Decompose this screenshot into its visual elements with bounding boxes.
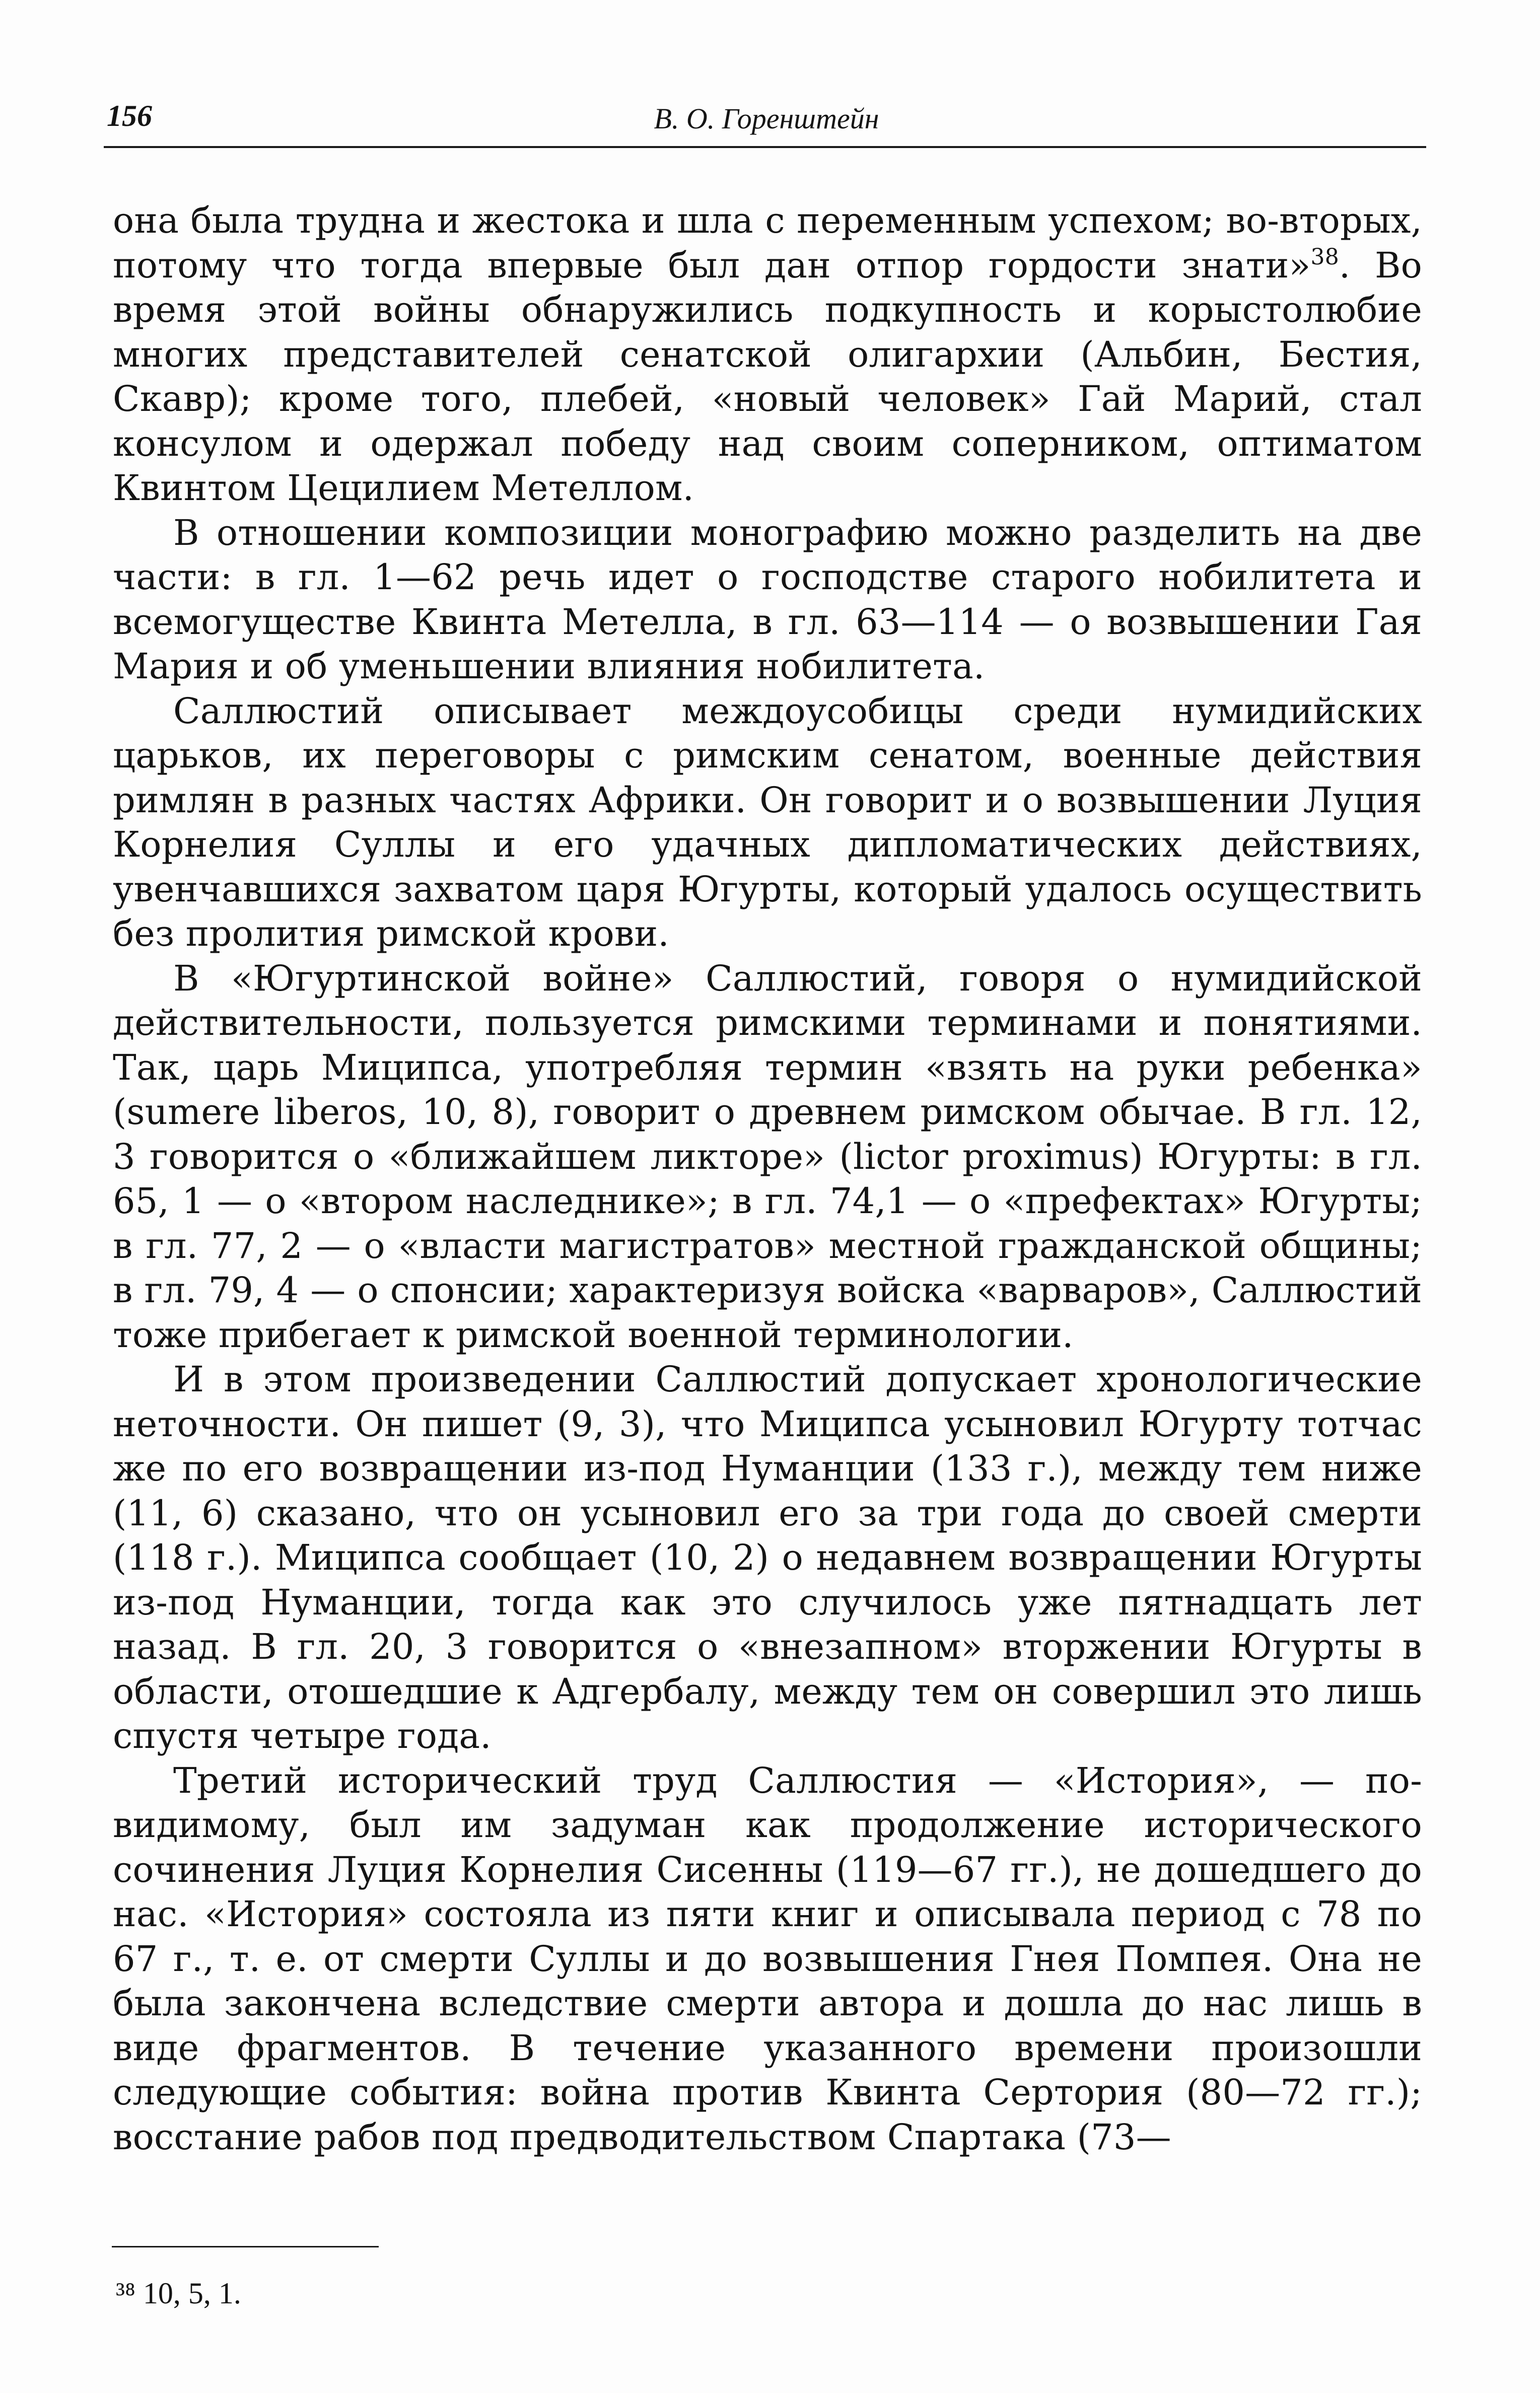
paragraph-3: Саллюстий описывает междоусобицы среди нумидийских царьков, их переговоры с римским сенатом, военные действия римлян в разных частях Африки. Он говорит и о возвышении Луция Корнелия Суллы и его удачных дипломатических действиях, увенчавшихся захватом царя Югурты, который удалось осуществить без пролития римской крови. bbox=[113, 690, 1422, 954]
running-head: В. О. Горенштейн bbox=[654, 102, 879, 135]
paragraph-4: В «Югуртинской войне» Саллюстий, говоря о нумидийской действительности, пользуется римскими терминами и понятиями. Так, царь Миципса, употребляя термин «взять на руки ребенка» (sumere liberos, 10, 8), говорит о древнем римском обычае. В гл. 12, 3 говорится о «ближайшем ликторе» (lictor proximus) Югурты: в гл. 65, 1 — о «втором наследнике»; в гл. 74,1 — о «префектах» Югурты; в гл. 77, 2 — о «власти магистратов» местной гражданской общины; в гл. 79, 4 — о спонсии; характеризуя войска «варваров», Саллюстий тоже прибегает к римской военной терминологии. bbox=[113, 957, 1422, 1356]
paragraph-5: И в этом произведении Саллюстий допускает хронологические неточности. Он пишет (9, 3), что Миципса усыновил Югурту тотчас же по его возвращении из-под Нуманции (133 г.), между тем ниже (11, 6) сказано, что он усыновил его за три года до своей смерти (118 г.). Миципса сообщает (10, 2) о недавнем возвращении Югурты из-под Нуманции, тогда как это случилось уже пятнадцать лет назад. В гл. 20, 3 говорится о «внезапном» вторжении Югурты в области, отошедшие к Адгербалу, между тем он совершил это лишь спустя четыре года. bbox=[113, 1359, 1422, 1756]
page-header bbox=[107, 99, 1426, 149]
paragraph-1-tail: . Во время этой войны обнаружились подкупность и корыстолюбие многих представителей сенатской олигархии (Альбин, Бестия, Скавр); кроме того, плебей, «новый человек» Гай Марий, стал консулом и одержал победу над своим соперником, оптиматом Квинтом Цецилием Метеллом. bbox=[113, 244, 1422, 509]
paragraph-2: В отношении композиции монографию можно разделить на две части: в гл. 1—62 речь идет о господстве старого нобилитета и всемогуществе Квинта Метелла, в гл. 63—114 — о возвышении Гая Мария и об уменьшении влияния нобилитета. bbox=[113, 512, 1422, 687]
paragraph-1-text: она была трудна и жестока и шла с переменным успехом; во-вторых, потому что тогда впервые был дан отпор гордости знати» bbox=[113, 200, 1422, 286]
paragraph-6: Третий исторический труд Саллюстия — «История», — по-видимому, был им задуман как продолжение исторического сочинения Луция Корнелия Сисенны (119—67 гг.), не дошедшего до нас. «История» состояла из пяти книг и описывала период с 78 по 67 г., т. е. от смерти Суллы и до возвышения Гнея Помпея. Она не была закончена вследствие смерти автора и дошла до нас лишь в виде фрагментов. В течение указанного времени произошли следующие события: война против Квинта Сертория (80—72 гг.); восстание рабов под предводительством Спартака (73— bbox=[113, 1759, 1422, 2158]
page-number: 156 bbox=[107, 99, 152, 132]
paragraph-1 bbox=[113, 198, 1422, 511]
footnote-ref: 38 bbox=[1310, 244, 1339, 270]
footnote: ³⁸ 10, 5, 1. bbox=[116, 2277, 241, 2310]
header-rule bbox=[104, 146, 1426, 148]
body-text bbox=[113, 198, 1422, 2159]
footnote-rule bbox=[112, 2246, 379, 2247]
